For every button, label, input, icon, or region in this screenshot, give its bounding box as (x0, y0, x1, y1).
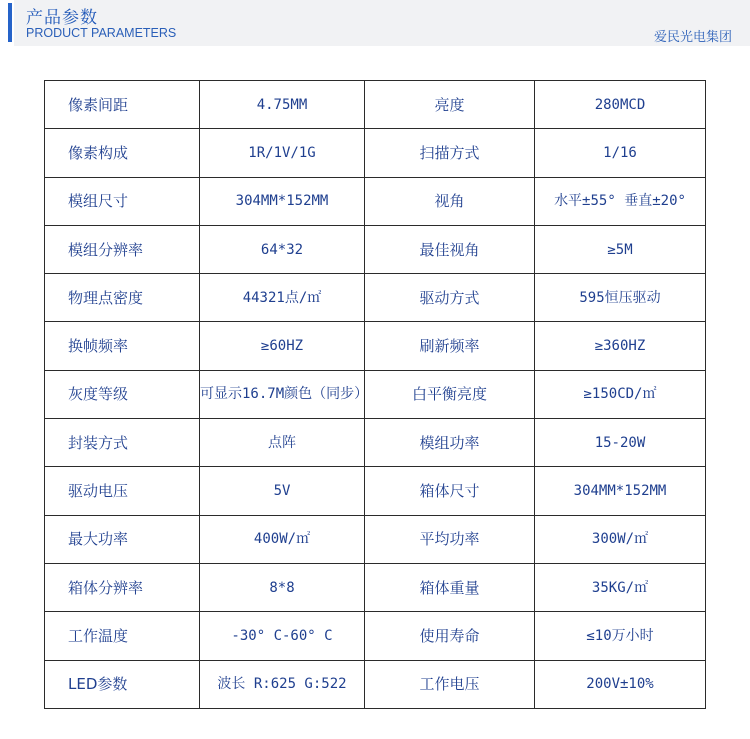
param-label: 工作电压 (365, 660, 535, 708)
param-label: 扫描方式 (365, 129, 535, 177)
table-row (45, 129, 706, 177)
param-label: 最佳视角 (365, 225, 535, 273)
brand-name: 爱民光电集团 (653, 30, 732, 45)
param-value: 304MM*152MM (535, 467, 706, 515)
param-value: 200V±10% (535, 660, 706, 708)
table-row (45, 274, 706, 322)
table-row (45, 81, 706, 129)
param-label: 亮度 (365, 81, 535, 129)
param-label: 模组尺寸 (45, 177, 200, 225)
param-label: LED参数 (45, 660, 200, 708)
param-value: 4.75MM (200, 81, 365, 129)
param-value: 400W/㎡ (200, 515, 365, 563)
param-label: 驱动方式 (365, 274, 535, 322)
table-row (45, 515, 706, 563)
param-value: ≥150CD/㎡ (535, 370, 706, 418)
param-label: 箱体尺寸 (365, 467, 535, 515)
param-label: 驱动电压 (45, 467, 200, 515)
param-value: 304MM*152MM (200, 177, 365, 225)
param-label: 箱体重量 (365, 563, 535, 611)
table-row (45, 225, 706, 273)
param-value: 1/16 (535, 129, 706, 177)
param-value: 280MCD (535, 81, 706, 129)
param-value: ≥360HZ (535, 322, 706, 370)
header-bar (0, 0, 750, 46)
param-value: 水平±55° 垂直±20° (535, 177, 706, 225)
param-label: 平均功率 (365, 515, 535, 563)
param-value: 8*8 (200, 563, 365, 611)
param-value: 35KG/㎡ (535, 563, 706, 611)
param-label: 最大功率 (45, 515, 200, 563)
param-value: 可显示16.7M颜色（同步） (200, 370, 365, 418)
param-label: 灰度等级 (45, 370, 200, 418)
parameters-table (44, 80, 706, 709)
param-value: 15-20W (535, 419, 706, 467)
param-value: ≥60HZ (200, 322, 365, 370)
table-row (45, 563, 706, 611)
table-row (45, 177, 706, 225)
param-value: 5V (200, 467, 365, 515)
param-value: 波长 R:625 G:522 (200, 660, 365, 708)
param-value: ≥5M (535, 225, 706, 273)
param-label: 刷新频率 (365, 322, 535, 370)
table-row (45, 419, 706, 467)
table-row (45, 660, 706, 708)
param-label: 使用寿命 (365, 612, 535, 660)
param-label: 视角 (365, 177, 535, 225)
param-value: 1R/1V/1G (200, 129, 365, 177)
param-label: 箱体分辨率 (45, 563, 200, 611)
table-row (45, 612, 706, 660)
param-value: ≤10万小时 (535, 612, 706, 660)
param-value: 64*32 (200, 225, 365, 273)
page-subtitle: PRODUCT PARAMETERS (26, 26, 177, 40)
param-value: 点阵 (200, 419, 365, 467)
param-label: 像素构成 (45, 129, 200, 177)
param-value: -30° C-60° C (200, 612, 365, 660)
param-value: 44321点/㎡ (200, 274, 365, 322)
param-value: 595恒压驱动 (535, 274, 706, 322)
param-label: 像素间距 (45, 81, 200, 129)
param-label: 换帧频率 (45, 322, 200, 370)
param-value: 300W/㎡ (535, 515, 706, 563)
param-label: 工作温度 (45, 612, 200, 660)
table-row (45, 322, 706, 370)
param-label: 模组分辨率 (45, 225, 200, 273)
param-label: 封装方式 (45, 419, 200, 467)
table-row (45, 467, 706, 515)
table-row (45, 370, 706, 418)
param-label: 白平衡亮度 (365, 370, 535, 418)
page-title: 产品参数 (26, 8, 98, 28)
header-accent-bar (8, 3, 12, 42)
param-label: 模组功率 (365, 419, 535, 467)
param-label: 物理点密度 (45, 274, 200, 322)
